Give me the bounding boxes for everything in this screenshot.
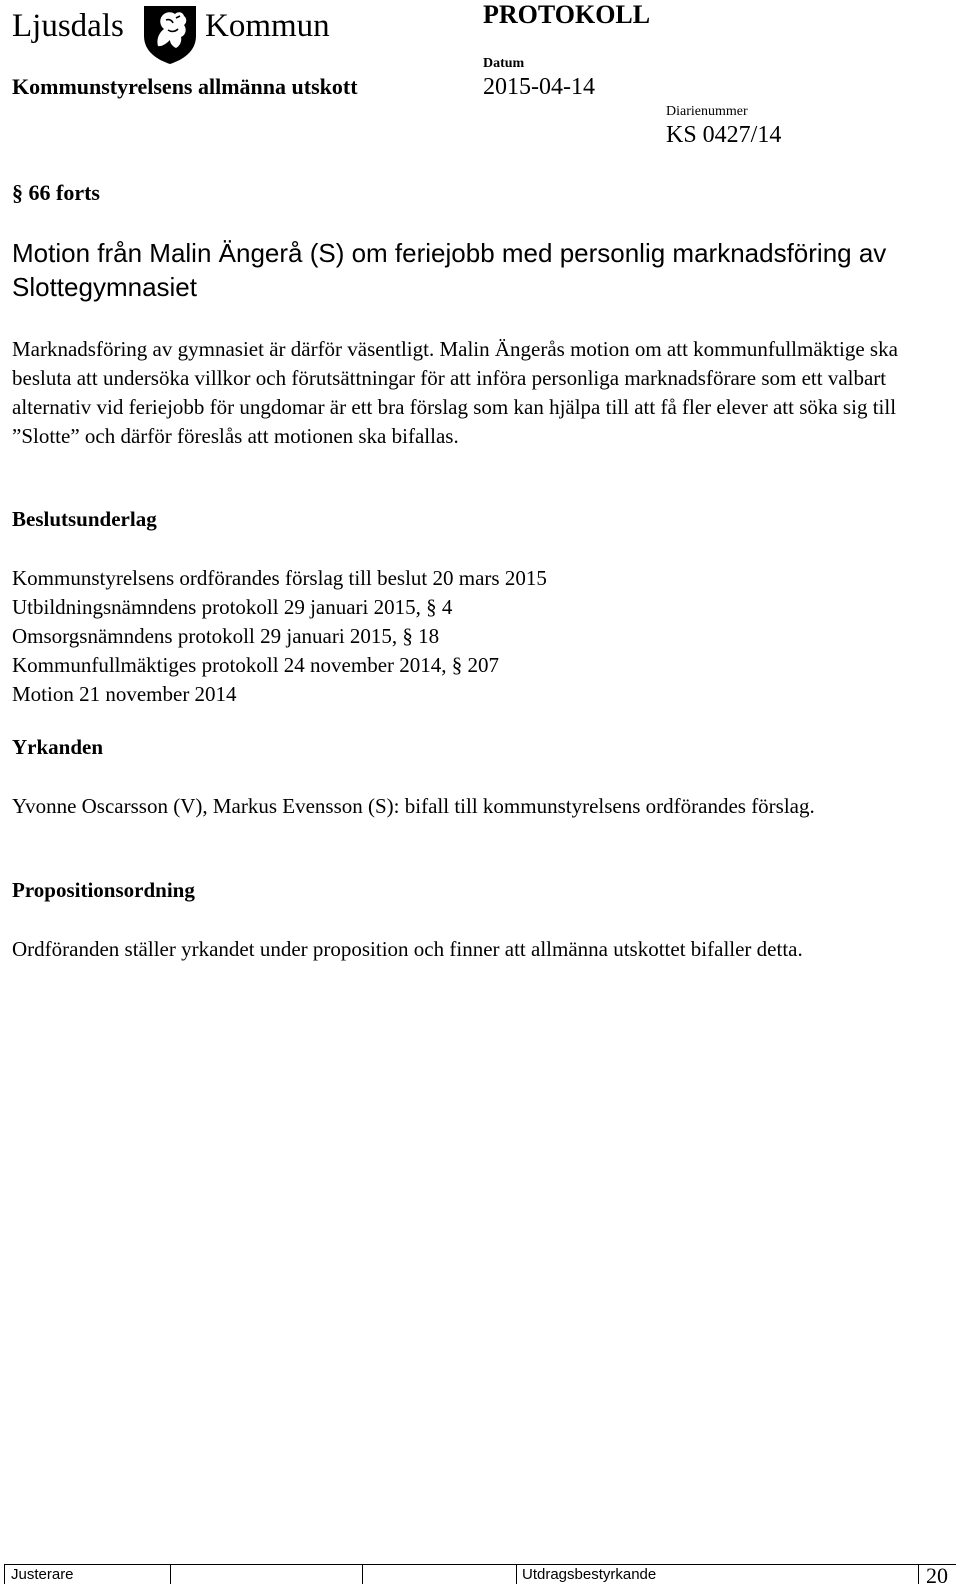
yrkanden-text: Yvonne Oscarsson (V), Markus Evensson (S): bifall till kommunstyrelsens ordförandes förslag.: [12, 794, 815, 818]
intro-paragraph: Marknadsföring av gymnasiet är därför väsentligt. Malin Ängerås motion om att kommunfullmäktige ska besluta att undersöka villkor och förutsättningar för att införa personliga marknadsförare som ett valbart alternativ vid feriejobb för ungdomar är ett bra förslag som kan hjälpa till att få fler elever att söka sig till ”Slotte” och därför föreslås att motionen ska bifallas.: [12, 337, 898, 448]
list-item: Motion 21 november 2014: [12, 682, 237, 706]
document-type: PROTOKOLL: [483, 0, 651, 29]
logo-text-left: Ljusdals: [12, 8, 124, 44]
date-value: 2015-04-14: [483, 74, 595, 100]
committee-name: Kommunstyrelsens allmänna utskott: [12, 74, 358, 99]
list-item: Kommunfullmäktiges protokoll 24 november 2014, § 207: [12, 653, 500, 677]
list-item: Kommunstyrelsens ordförandes förslag till beslut 20 mars 2015: [12, 566, 547, 590]
footer-justerare: Justerare: [4, 1565, 121, 1584]
diarienummer-label: Diarienummer: [666, 104, 748, 119]
date-label: Datum: [483, 56, 525, 71]
beslutsunderlag-heading: Beslutsunderlag: [12, 507, 157, 531]
diarienummer-value: KS 0427/14: [666, 122, 782, 148]
page-number: 20: [926, 1563, 948, 1588]
logo-text-right: Kommun: [205, 8, 330, 44]
motion-title: Motion från Malin Ängerå (S) om feriejobb med personlig marknadsföring av Slottegymnasiet: [12, 238, 887, 302]
list-item: Omsorgsnämndens protokoll 29 januari 2015, § 18: [12, 624, 440, 648]
yrkanden-heading: Yrkanden: [12, 735, 104, 759]
coat-of-arms-icon: [140, 2, 200, 64]
section-reference: § 66 forts: [12, 180, 100, 205]
footer: [4, 1563, 956, 1588]
propositionsordning-heading: Propositionsordning: [12, 878, 195, 902]
footer-divider: [516, 1565, 517, 1584]
footer-divider: [918, 1565, 919, 1584]
footer-divider: [170, 1565, 171, 1584]
list-item: Utbildningsnämndens protokoll 29 januari 2015, § 4: [12, 595, 453, 619]
footer-utdragsbestyrkande: Utdragsbestyrkande: [522, 1566, 657, 1583]
beslutsunderlag-list: [12, 564, 952, 709]
municipality-logo: [12, 2, 342, 64]
propositionsordning-text: Ordföranden ställer yrkandet under proposition och finner att allmänna utskottet bifaller detta.: [12, 937, 803, 961]
footer-divider: [362, 1565, 363, 1584]
